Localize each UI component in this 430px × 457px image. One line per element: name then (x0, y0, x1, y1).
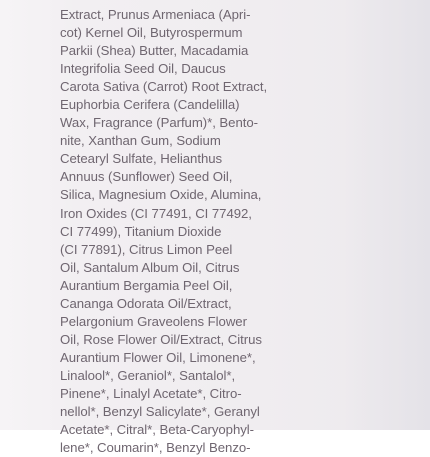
ingredient-line: Silica, Magnesium Oxide, Alumina, (60, 187, 262, 203)
ingredient-line: Pinene*, Linalyl Acetate*, Citro- (60, 385, 242, 401)
ingredient-line: Pelargonium Graveolens Flower (60, 313, 247, 329)
ingredient-line: Iron Oxides (CI 77491, CI 77492, (60, 205, 252, 221)
ingredient-line: Cananga Odorata Oil/Extract, (60, 295, 232, 311)
ingredient-line: Integrifolia Seed Oil, Daucus (60, 61, 226, 77)
ingredient-line: Wax, Fragrance (Parfum)*, Bento- (60, 115, 258, 131)
ingredient-line: cot) Kernel Oil, Butyrospermum (60, 25, 243, 41)
ingredient-line: Aurantium Bergamia Peel Oil, (60, 277, 233, 293)
ingredient-line: Extract, Prunus Armeniaca (Apri- (60, 7, 251, 22)
ingredient-line: CI 77499), Titanium Dioxide (60, 223, 222, 239)
ingredient-line: Linalool*, Geraniol*, Santalol*, (60, 367, 236, 383)
ingredient-line: Euphorbia Cerifera (Candelilla) (60, 97, 240, 113)
ingredient-line-cut-off: lene*, Coumarin*, Benzyl Benzo- (60, 440, 251, 456)
ingredient-line: Annuus (Sunflower) Seed Oil, (60, 169, 233, 185)
ingredient-line: (CI 77891), Citrus Limon Peel (60, 241, 233, 257)
ingredient-line: nite, Xanthan Gum, Sodium (60, 133, 221, 149)
ingredients-list (60, 6, 360, 456)
ingredient-line: Parkii (Shea) Butter, Macadamia (60, 43, 249, 59)
ingredient-line: Oil, Rose Flower Oil/Extract, Citrus (60, 331, 262, 347)
ingredient-line: Oil, Santalum Album Oil, Citrus (60, 259, 240, 275)
ingredient-line: Acetate*, Citral*, Beta-Caryophyl- (60, 422, 254, 438)
ingredient-line: Aurantium Flower Oil, Limonene*, (60, 349, 256, 365)
ingredient-line: nellol*, Benzyl Salicylate*, Geranyl (60, 404, 260, 420)
ingredient-line: Carota Sativa (Carrot) Root Extract, (60, 79, 268, 95)
ingredient-line: Cetearyl Sulfate, Helianthus (60, 151, 223, 167)
